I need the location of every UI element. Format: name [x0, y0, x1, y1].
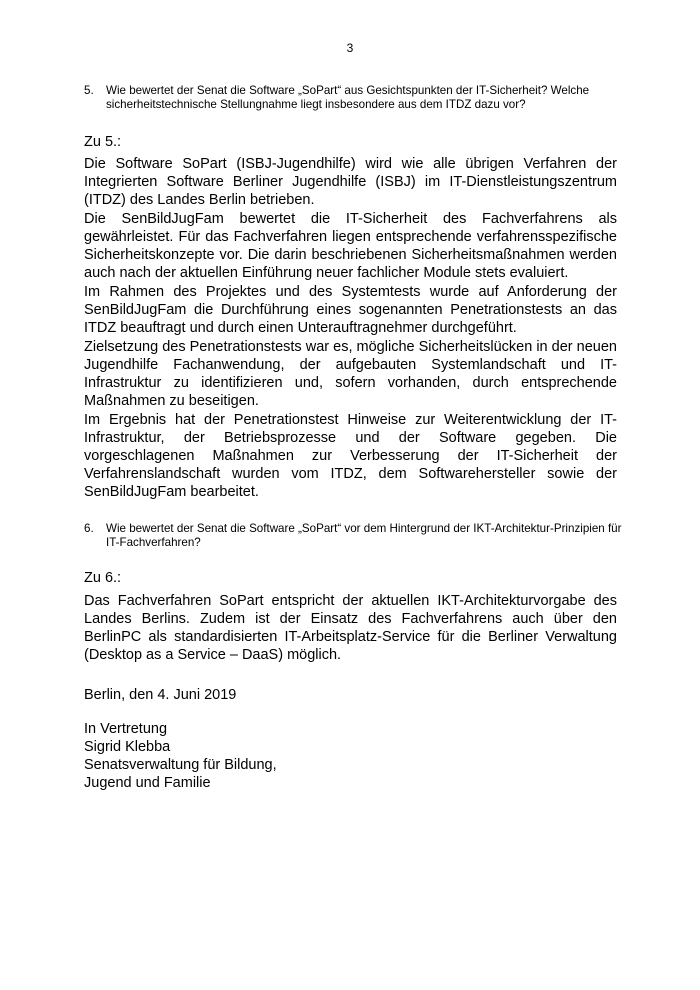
closing-date: Berlin, den 4. Juni 2019 — [84, 687, 237, 703]
question-6 — [84, 522, 624, 550]
answer-5-paragraph-1: Die Software SoPart (ISBJ-Jugendhilfe) wird wie alle übrigen Verfahren der Integrierten Software Berliner Jugendhilfe (ISBJ) im IT-Dienstleistungszentrum (ITDZ) des Landes Berlin betrieben. — [84, 156, 617, 208]
question-5 — [84, 84, 624, 112]
question-5-text: Wie bewertet der Senat die Software „SoPart“ aus Gesichtspunkten der IT-Sicherheit? Welche sicherheitstechnische Stellungnahme liegt insbesondere aus dem ITDZ dazu vor? — [106, 84, 590, 111]
answer-6-heading: Zu 6.: — [84, 570, 122, 586]
question-6-text: Wie bewertet der Senat die Software „SoPart“ vor dem Hintergrund der IKT-Architektur-Prinzipien für IT-Fachverfahren? — [106, 522, 622, 549]
answer-5-heading: Zu 5.: — [84, 134, 122, 150]
signature-line-representation: In Vertretung — [84, 721, 168, 737]
signature-block — [84, 720, 277, 792]
signature-line-name: Sigrid Klebba — [84, 739, 171, 755]
question-6-number: 6. — [84, 522, 94, 535]
answer-5-paragraph-4: Zielsetzung des Penetrationstests war es, mögliche Sicherheitslücken in der neuen Jugendhilfe Fachanwendung, der aufgebauten Systemlandschaft und IT-Infrastruktur zu identifizieren und, sofern vorhanden, durch entsprechende Maßnahmen zu beseitigen. — [84, 339, 617, 409]
answer-5-paragraph-2: Die SenBildJugFam bewertet die IT-Sicherheit des Fachverfahrens als gewährleistet. Für das Fachverfahren liegen entsprechende verfahrensspezifische Sicherheitskonzepte vor. Die darin beschriebenen Sicherheitsmaßnahmen werden auch nach der aktuellen Einführung neuer fachlicher Module stets evaluiert. — [84, 211, 617, 281]
question-5-number: 5. — [84, 84, 94, 97]
page-number: 3 — [346, 41, 354, 55]
answer-5-paragraph-3: Im Rahmen des Projektes und des Systemtests wurde auf Anforderung der SenBildJugFam die Durchführung eines sogenannten Penetrationstests an das ITDZ beauftragt und durch einen Unterauftragnehmer durchgeführt. — [84, 284, 617, 336]
signature-line-department-1: Senatsverwaltung für Bildung, — [84, 757, 277, 773]
signature-line-department-2: Jugend und Familie — [84, 775, 211, 791]
answer-5-paragraph-5: Im Ergebnis hat der Penetrationstest Hinweise zur Weiterentwicklung der IT-Infrastruktur, der Betriebsprozesse und der Software gegeben. Die vorgeschlagenen Maßnahmen zur Verbesserung der IT-Sicherheit der Verfahrenslandschaft wurden vom ITDZ, dem Softwarehersteller sowie der SenBildJugFam bearbeitet. — [84, 412, 617, 500]
answer-6-paragraph-1: Das Fachverfahren SoPart entspricht der aktuellen IKT-Architekturvorgabe des Landes Berlins. Zudem ist der Einsatz des Fachverfahrens auch über den BerlinPC als standardisierten IT-Arbeitsplatz-Service für die Berliner Verwaltung (Desktop as a Service – DaaS) möglich. — [84, 593, 617, 663]
